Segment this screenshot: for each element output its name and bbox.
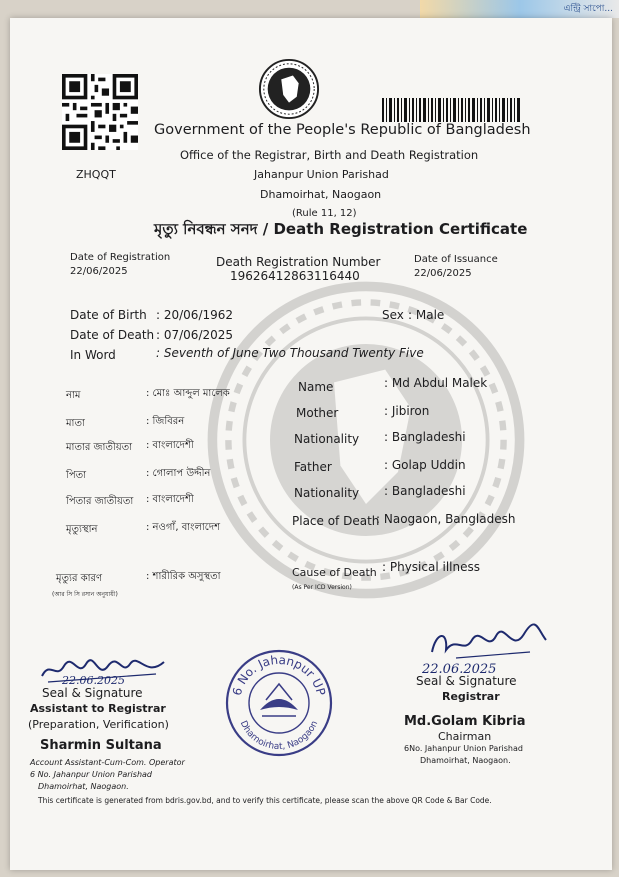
date-of-issuance-value: 22/06/2025 bbox=[414, 268, 472, 279]
date-of-registration-value: 22/06/2025 bbox=[70, 266, 128, 277]
background-paper-strip bbox=[420, 0, 619, 18]
bn-cause-value: : শারীরিক অসুস্থতা bbox=[146, 571, 221, 582]
registrar-name: Md.Golam Kibria bbox=[404, 714, 526, 729]
en-place-value: : Naogaon, Bangladesh bbox=[376, 512, 516, 526]
bn-mother-value: : জিবিরন bbox=[146, 416, 185, 427]
certificate-paper bbox=[10, 18, 612, 870]
union-name: Jahanpur Union Parishad bbox=[254, 168, 389, 181]
date-of-birth-value: : 20/06/1962 bbox=[156, 308, 234, 322]
en-cause-note: (As Per ICD Version) bbox=[292, 584, 352, 591]
qr-code-caption: ZHQQT bbox=[76, 168, 116, 181]
bn-father-value: : গোলাপ উদ্দীন bbox=[146, 468, 211, 479]
registrar-role: Registrar bbox=[442, 690, 500, 703]
svg-text:6 No. Jahanpur UP bbox=[230, 653, 328, 697]
en-name-label: Name bbox=[298, 380, 334, 394]
government-emblem-icon bbox=[258, 58, 320, 120]
registrar-seal-label: Seal & Signature bbox=[416, 674, 517, 688]
assistant-role-note: (Preparation, Verification) bbox=[28, 718, 169, 731]
en-mother-value: : Jibiron bbox=[384, 404, 430, 418]
bn-mother-nationality-value: : বাংলাদেশী bbox=[146, 440, 194, 451]
rule-reference: (Rule 11, 12) bbox=[292, 208, 357, 219]
certificate-title: মৃত্যু নিবন্ধন সনদ / Death Registration Certificate bbox=[154, 220, 528, 238]
registrar-location: Dhamoirhat, Naogaon. bbox=[420, 756, 511, 765]
in-word-value: : Seventh of June Two Thousand Twenty Five bbox=[156, 346, 424, 360]
bn-father-nationality-label: পিতার জাতীয়তা bbox=[66, 496, 134, 507]
en-place-label: Place of Death bbox=[292, 514, 380, 528]
assistant-location: Dhamoirhat, Naogaon. bbox=[38, 782, 129, 791]
registration-number-label: Death Registration Number bbox=[216, 255, 381, 269]
in-word-label: In Word bbox=[70, 348, 116, 362]
bn-name-label: নাম bbox=[66, 390, 81, 401]
date-of-registration-label: Date of Registration bbox=[70, 252, 171, 263]
en-cause-value: : Physical illness bbox=[382, 560, 480, 574]
bn-place-label: মৃত্যুস্থান bbox=[66, 524, 98, 535]
assistant-signature-date: 22.06.2025 bbox=[62, 674, 125, 687]
en-father-nationality-label: Nationality bbox=[294, 486, 360, 500]
seal-top-text: 6 No. Jahanpur UP bbox=[229, 652, 329, 698]
bn-cause-note: (আর সি সি রসান অনুযায়ী) bbox=[52, 591, 118, 598]
sex-value: : Male bbox=[408, 308, 445, 322]
bn-mother-nationality-label: মাতার জাতীয়তা bbox=[66, 442, 133, 453]
union-location: Dhamoirhat, Naogaon bbox=[260, 188, 382, 201]
footer-note: This certificate is generated from bdris.gov.bd, and to verify this certificate, please scan the above QR Code & Bar Code. bbox=[38, 796, 492, 805]
en-cause-label: Cause of Death bbox=[292, 566, 377, 579]
assistant-seal-label: Seal & Signature bbox=[42, 686, 143, 700]
registrar-signature-date: 22.06.2025 bbox=[422, 662, 497, 677]
office-title: Office of the Registrar, Birth and Death Registration bbox=[180, 148, 479, 162]
watermark-emblem-icon bbox=[206, 280, 526, 600]
bn-father-label: পিতা bbox=[66, 470, 87, 481]
bn-cause-label: মৃত্যুর কারণ bbox=[56, 573, 103, 584]
bn-mother-label: মাতা bbox=[66, 418, 85, 429]
en-father-value: : Golap Uddin bbox=[384, 458, 466, 472]
qr-code-icon bbox=[62, 74, 138, 150]
en-mother-nationality-value: : Bangladeshi bbox=[384, 430, 466, 444]
barcode-icon bbox=[382, 98, 520, 122]
assistant-office: 6 No. Jahanpur Union Parishad bbox=[30, 770, 152, 779]
en-mother-nationality-label: Nationality bbox=[294, 432, 360, 446]
registrar-signature-icon bbox=[426, 622, 552, 666]
en-mother-label: Mother bbox=[296, 406, 339, 420]
assistant-name: Sharmin Sultana bbox=[40, 738, 162, 753]
en-father-label: Father bbox=[294, 460, 332, 474]
bn-place-value: : নওগাঁ, বাংলাদেশ bbox=[146, 522, 220, 533]
date-of-birth-label: Date of Birth bbox=[70, 308, 147, 322]
en-name-value: : Md Abdul Malek bbox=[384, 376, 488, 390]
seal-bottom-text: Dhamoirhat, Naogaon bbox=[237, 719, 321, 753]
sex-label: Sex bbox=[382, 308, 404, 322]
union-parishad-seal-icon bbox=[224, 648, 334, 758]
registration-number-value: 19626412863116440 bbox=[230, 269, 360, 283]
assistant-designation: Account Assistant-Cum-Com. Operator bbox=[30, 758, 185, 767]
bn-father-nationality-value: : বাংলাদেশী bbox=[146, 494, 194, 505]
en-father-nationality-value: : Bangladeshi bbox=[384, 484, 466, 498]
registrar-office: 6No. Jahanpur Union Parishad bbox=[404, 744, 523, 753]
strip-text: এন্ট্রি সাপো... bbox=[563, 4, 613, 14]
date-of-death-label: Date of Death bbox=[70, 328, 155, 342]
assistant-role: Assistant to Registrar bbox=[30, 702, 166, 715]
government-title: Government of the People's Republic of Bangladesh bbox=[154, 122, 531, 138]
bn-name-value: : মোঃ আব্দুল মালেক bbox=[146, 388, 230, 399]
date-of-death-value: : 07/06/2025 bbox=[156, 328, 234, 342]
date-of-issuance-label: Date of Issuance bbox=[414, 254, 498, 265]
registrar-designation: Chairman bbox=[438, 730, 492, 743]
